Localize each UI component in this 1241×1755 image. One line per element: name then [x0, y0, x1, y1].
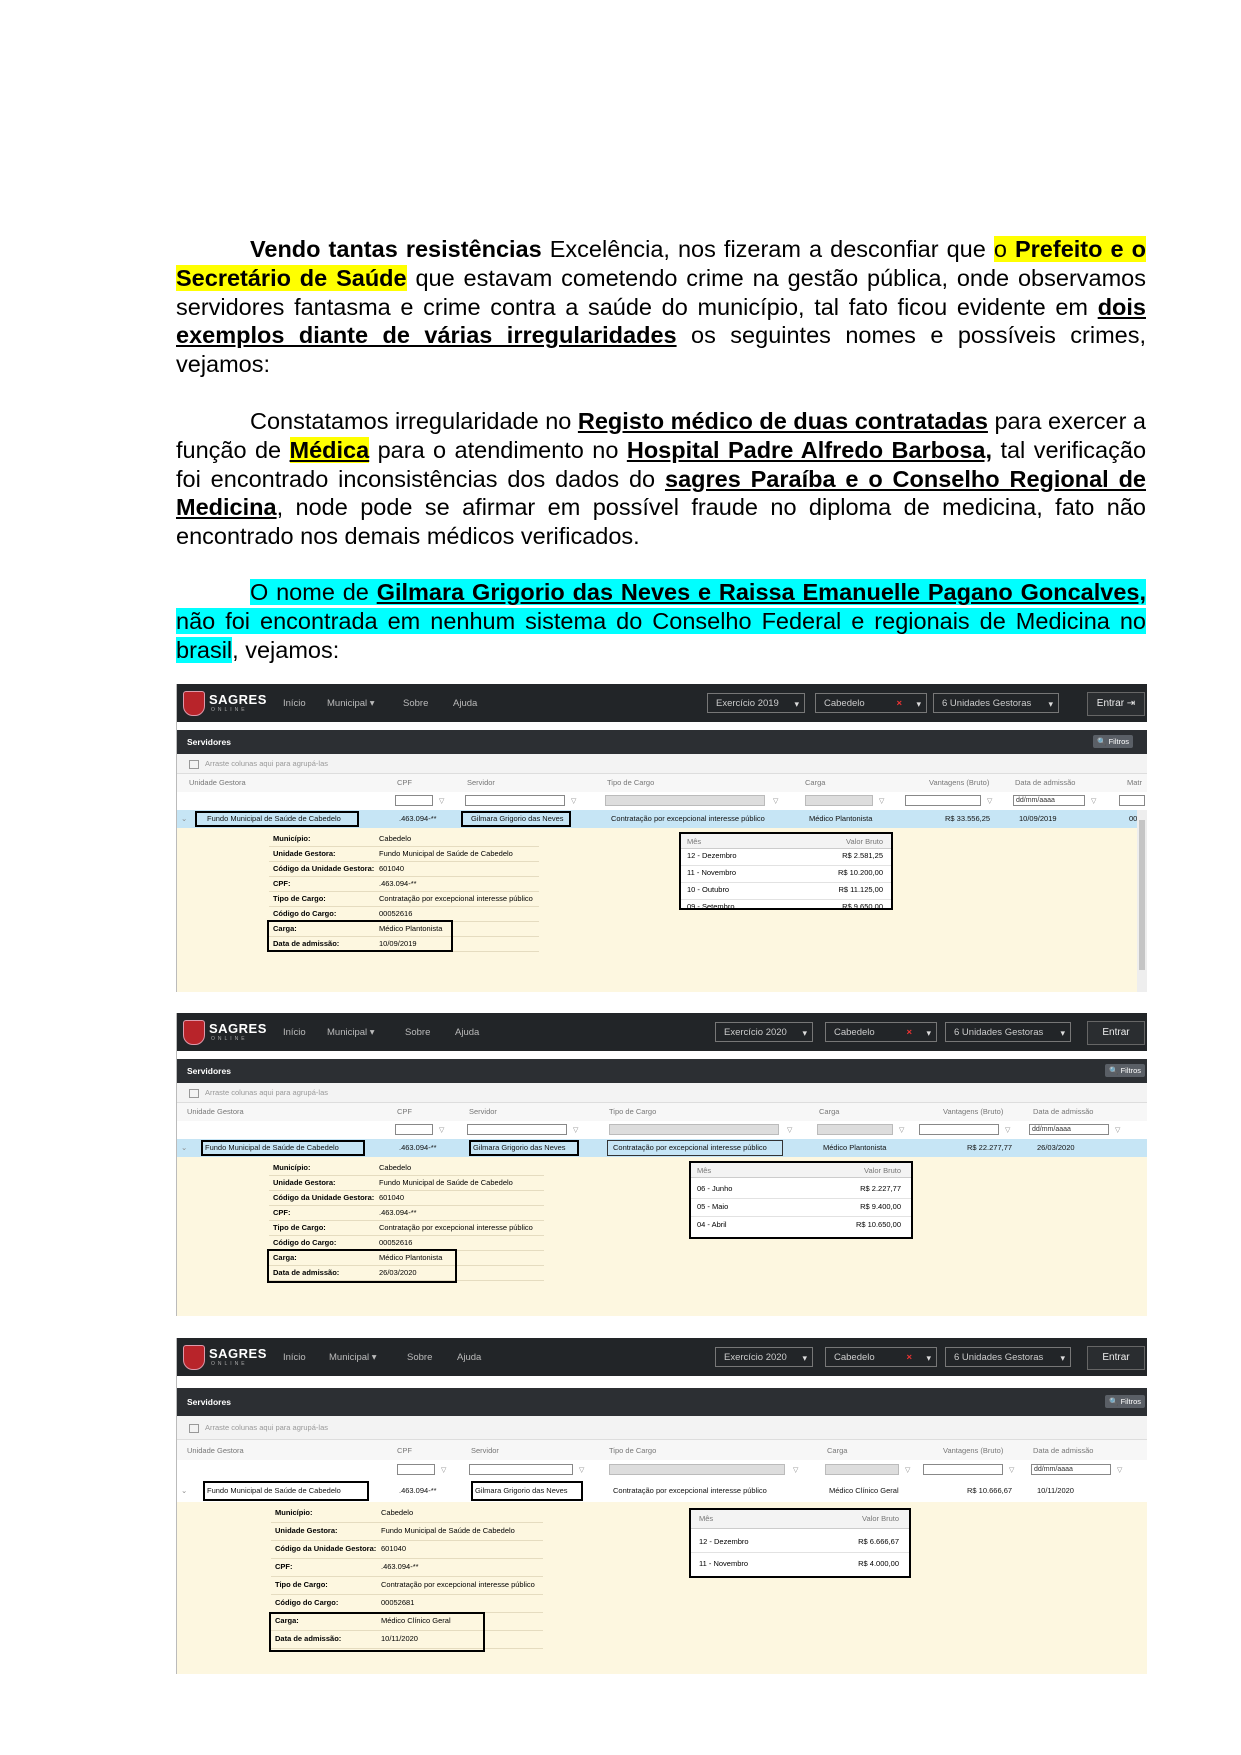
cpf-filter[interactable]	[397, 1464, 435, 1475]
municipio-select[interactable]: Cabedelo × ▾	[825, 1347, 937, 1367]
group-icon	[189, 760, 199, 769]
p2-highlight-medica: Médica	[289, 436, 370, 463]
group-hint: Arraste colunas aqui para agrupá-las	[177, 754, 1147, 774]
scrollbar[interactable]	[1137, 810, 1147, 992]
sagres-logo-icon	[183, 1345, 205, 1370]
p1-highlight-prefeito: Prefeito e o Secretário de Saúde	[176, 236, 1146, 291]
sagres-logo-icon	[183, 1020, 205, 1045]
chevron-down-icon: ▾	[1060, 1028, 1065, 1038]
highlight-box	[195, 811, 359, 827]
sagres-screenshot-2	[176, 1013, 1147, 1316]
chevron-down-icon: ▾	[794, 699, 799, 709]
nav-ajuda[interactable]: Ajuda	[455, 1027, 480, 1038]
nav-municipal[interactable]: Municipal ▾	[327, 1027, 375, 1038]
servidor-filter[interactable]	[465, 795, 565, 806]
servidor-filter[interactable]	[469, 1464, 573, 1475]
clear-icon: ×	[896, 698, 902, 709]
section-header: Servidores 🔍 Filtros	[177, 1388, 1147, 1416]
nav-sobre[interactable]: Sobre	[407, 1352, 433, 1363]
tipo-filter[interactable]	[609, 1464, 785, 1475]
chevron-down-icon: ▾	[802, 1353, 807, 1363]
nav-municipal[interactable]: Municipal ▾	[327, 698, 375, 709]
navbar: SAGRES ONLINE Início Municipal ▾ Sobre Ajuda Exercício 2020 ▾ Cabedelo × ▾ 6 Unidades Gestoras ▾ Entrar	[177, 1013, 1147, 1051]
group-hint: Arraste colunas aqui para agrupá-las	[177, 1416, 1147, 1440]
entrar-button[interactable]: Entrar	[1087, 1021, 1145, 1045]
p1-lead: Vendo tantas resistências	[250, 236, 542, 262]
servidor-filter[interactable]	[467, 1124, 567, 1135]
expand-icon: ⌄	[181, 1486, 188, 1495]
clear-icon: ×	[906, 1027, 912, 1038]
exercicio-select[interactable]: Exercício 2020 ▾	[715, 1022, 813, 1042]
unidades-select[interactable]: 6 Unidades Gestoras ▾	[933, 693, 1059, 713]
chevron-down-icon: ▾	[926, 1353, 931, 1363]
filtros-button[interactable]: 🔍 Filtros	[1105, 1064, 1145, 1077]
section-header: Servidores 🔍 Filtros	[177, 1059, 1147, 1083]
nav-inicio[interactable]: Início	[283, 698, 306, 709]
nav-ajuda[interactable]: Ajuda	[453, 698, 478, 709]
filtros-button[interactable]: 🔍 Filtros	[1093, 735, 1133, 748]
highlight-box	[469, 1140, 579, 1156]
column-headers: Unidade Gestora CPF Servidor Tipo de Cargo Carga Vantagens (Bruto) Data de admissão	[177, 1103, 1147, 1122]
table-row[interactable]: ⌄ Fundo Municipal de Saúde de Cabedelo .463.094-** Gilmara Grigorio das Neves Contratação por excepcional interesse público Médico Clínico Geral R$ 10.666,67 10/11/2020	[177, 1480, 1147, 1503]
chevron-down-icon: ▾	[1048, 699, 1053, 709]
date-filter[interactable]: dd/mm/aaaa	[1029, 1124, 1109, 1135]
highlight-box	[267, 920, 453, 952]
chevron-down-icon: ▾	[916, 699, 921, 709]
highlight-box	[471, 1481, 583, 1501]
vantagens-filter[interactable]	[905, 795, 981, 806]
expand-icon: ⌄	[181, 1143, 188, 1152]
nav-inicio[interactable]: Início	[283, 1027, 306, 1038]
nav-ajuda[interactable]: Ajuda	[457, 1352, 482, 1363]
highlight-box	[203, 1481, 369, 1501]
detail-panel: Município: Cabedelo Unidade Gestora: Fundo Municipal de Saúde de Cabedelo Código da Unidade Gestora: 601040 CPF: .463.094-** Tipo de Cargo: Contratação por excepcional interesse público Código do Cargo: 00052616 Carga: Médico Plantonista Data de admissão: 26/03/2020 Mês Valor Bruto 06 - Junho R$ 2.227,77 05 - Maio R$ 9.400,00 04 - Abril R$ 10.650,00	[177, 1157, 1147, 1316]
vantagens-filter[interactable]	[919, 1124, 999, 1135]
mes-table: Mês Valor Bruto 12 - Dezembro R$ 2.581,25 11 - Novembro R$ 10.200,00 10 - Outubro R$ 11.125,00 09 - Setembro R$ 9.650,00	[679, 832, 893, 910]
p1-underlined: dois exemplos diante de várias irregularidades	[176, 293, 1146, 349]
detail-panel: Município: Cabedelo Unidade Gestora: Fundo Municipal de Saúde de Cabedelo Código da Unidade Gestora: 601040 CPF: .463.094-** Tipo de Cargo: Contratação por excepcional interesse público Código do Cargo: 00052616 Carga: Médico Plantonista Data de admissão: 10/09/2019 Mês Valor Bruto 12 - Dezembro R$ 2.581,25 11 - Novembro R$ 10.200,00 10 - Outubro R$ 11.125,00 09 - Setembro R$ 9.650,00	[177, 828, 1147, 992]
group-icon	[189, 1424, 199, 1433]
mes-table: Mês Valor Bruto 12 - Dezembro R$ 6.666,67 11 - Novembro R$ 4.000,00	[689, 1508, 911, 1578]
entrar-button[interactable]: Entrar ⇥	[1087, 692, 1145, 716]
municipio-select[interactable]: Cabedelo × ▾	[825, 1022, 937, 1042]
highlight-box	[461, 811, 571, 827]
cpf-filter[interactable]	[395, 1124, 433, 1135]
table-row[interactable]: ⌄ Fundo Municipal de Saúde de Cabedelo .463.094-** Gilmara Grigorio das Neves Contratação por excepcional interesse público Médico Plantonista R$ 33.556,25 10/09/2019 00	[177, 810, 1147, 828]
highlight-box	[267, 1249, 457, 1283]
chevron-down-icon: ▾	[802, 1028, 807, 1038]
exercicio-select[interactable]: Exercício 2019 ▾	[707, 693, 805, 713]
navbar: SAGRES ONLINE Início Municipal ▾ Sobre Ajuda Exercício 2020 ▾ Cabedelo × ▾ 6 Unidades Gestoras ▾ Entrar	[177, 1338, 1147, 1376]
section-header: Servidores 🔍 Filtros	[177, 730, 1147, 754]
filter-row: ▽ ▽ ▽ ▽ ▽ dd/mm/aaaa ▽	[177, 1460, 1147, 1481]
nav-municipal[interactable]: Municipal ▾	[329, 1352, 377, 1363]
filter-row: ▽ ▽ ▽ ▽ ▽ dd/mm/aaaa ▽	[177, 792, 1147, 811]
matr-filter[interactable]	[1119, 795, 1145, 806]
nav-sobre[interactable]: Sobre	[403, 698, 429, 709]
filter-row: ▽ ▽ ▽ ▽ ▽ dd/mm/aaaa ▽	[177, 1121, 1147, 1140]
paragraph-2: Constatamos irregularidade no Registo médico de duas contratadas para exercer a função de Médica para o atendimento no Hospital Padre Alfredo Barbosa, tal verificação foi encontrado inconsistências dos dados do sagres Paraíba e o Conselho Regional de Medicina, node pode se afirmar em possível fraude no diploma de medicina, fato não encontrado nos demais médicos verificados.	[176, 408, 1147, 550]
entrar-button[interactable]: Entrar	[1087, 1346, 1145, 1370]
sagres-screenshot-3	[176, 1338, 1147, 1674]
detail-panel: Município: Cabedelo Unidade Gestora: Fundo Municipal de Saúde de Cabedelo Código da Unidade Gestora: 601040 CPF: .463.094-** Tipo de Cargo: Contratação por excepcional interesse público Código do Cargo: 00052681 Carga: Médico Clínico Geral Data de admissão: 10/11/2020 Mês Valor Bruto 12 - Dezembro R$ 6.666,67 11 - Novembro R$ 4.000,00	[177, 1502, 1147, 1674]
p3-names: Gilmara Grigorio das Neves e Raissa Emanuelle Pagano Goncalves,	[376, 579, 1146, 605]
paragraph-3: O nome de Gilmara Grigorio das Neves e Raissa Emanuelle Pagano Goncalves, não foi encontrada em nenhum sistema do Conselho Federal e regionais de Medicina no brasil, vejamos:	[176, 579, 1146, 663]
group-hint: Arraste colunas aqui para agrupá-las	[177, 1083, 1147, 1103]
municipio-select[interactable]: Cabedelo × ▾	[815, 693, 927, 713]
highlight-box	[607, 1140, 783, 1156]
group-icon	[189, 1089, 199, 1098]
cpf-filter[interactable]	[395, 795, 433, 806]
sagres-logo-icon	[183, 691, 205, 716]
vantagens-filter[interactable]	[923, 1464, 1003, 1475]
date-filter[interactable]: dd/mm/aaaa	[1013, 795, 1085, 806]
table-row[interactable]: ⌄ Fundo Municipal de Saúde de Cabedelo .463.094-** Gilmara Grigorio das Neves Contratação por excepcional interesse público Médico Plantonista R$ 22.277,77 26/03/2020	[177, 1139, 1147, 1157]
highlight-box	[269, 1612, 485, 1652]
tipo-filter[interactable]	[605, 795, 765, 806]
chevron-down-icon: ▾	[1060, 1353, 1065, 1363]
filtros-button[interactable]: 🔍 Filtros	[1105, 1395, 1145, 1408]
nav-sobre[interactable]: Sobre	[405, 1027, 431, 1038]
carga-filter[interactable]	[825, 1464, 899, 1475]
column-headers: Unidade Gestora CPF Servidor Tipo de Cargo Carga Vantagens (Bruto) Data de admissão	[177, 1440, 1147, 1461]
clear-icon: ×	[906, 1352, 912, 1363]
paragraph-1: Vendo tantas resistências Excelência, nos fizeram a desconfiar que o Prefeito e o Secretário de Saúde que estavam cometendo crime na gestão pública, onde observamos servidores fantasma e crime contra a saúde do município, tal fato ficou evidente em dois exemplos diante de várias irregularidades os seguintes nomes e possíveis crimes, vejamos:	[176, 236, 1146, 378]
date-filter[interactable]: dd/mm/aaaa	[1031, 1464, 1111, 1475]
unidades-select[interactable]: 6 Unidades Gestoras ▾	[945, 1022, 1071, 1042]
unidades-select[interactable]: 6 Unidades Gestoras ▾	[945, 1347, 1071, 1367]
sagres-screenshot-1	[176, 684, 1147, 992]
tipo-filter[interactable]	[609, 1124, 779, 1135]
carga-filter[interactable]	[805, 795, 873, 806]
column-headers: Unidade Gestora CPF Servidor Tipo de Cargo Carga Vantagens (Bruto) Data de admissão Matr	[177, 774, 1147, 793]
mes-table: Mês Valor Bruto 06 - Junho R$ 2.227,77 05 - Maio R$ 9.400,00 04 - Abril R$ 10.650,00	[689, 1161, 913, 1239]
carga-filter[interactable]	[817, 1124, 893, 1135]
navbar: SAGRES ONLINE Início Municipal ▾ Sobre Ajuda Exercício 2019 ▾ Cabedelo × ▾ 6 Unidades Gestoras ▾ Entrar ⇥	[177, 684, 1147, 722]
highlight-box	[201, 1140, 365, 1156]
nav-inicio[interactable]: Início	[283, 1352, 306, 1363]
expand-icon: ⌄	[181, 814, 188, 823]
chevron-down-icon: ▾	[926, 1028, 931, 1038]
exercicio-select[interactable]: Exercício 2020 ▾	[715, 1347, 813, 1367]
